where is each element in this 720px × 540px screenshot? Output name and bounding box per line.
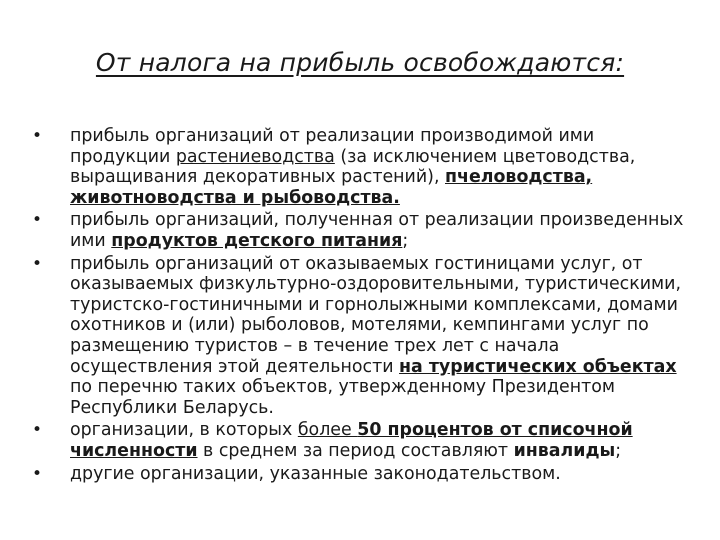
list-item [32, 210, 696, 251]
page-title: От налога на прибыль освобождаются: [95, 48, 625, 77]
item-text: по перечню таких объектов, утвержденному Президентом Республики Беларусь. [70, 377, 615, 418]
item-text: прибыль организаций от реализации производимой ими продукции [70, 126, 595, 167]
item-text: организации, в которых [70, 420, 298, 441]
bullet-icon: • [32, 210, 43, 231]
list-item [32, 254, 696, 419]
item-emphasis: 50 процентов от списочной численности [70, 420, 633, 461]
item-text: ; [615, 440, 622, 461]
item-text: ; [402, 230, 409, 251]
bullet-icon: • [32, 253, 43, 274]
bullet-list [32, 126, 696, 486]
item-emphasis: продуктов детского питания [111, 230, 403, 251]
item-emphasis: на туристических объектах [399, 356, 677, 377]
bullet-icon: • [32, 463, 43, 484]
item-text: прибыль организаций от оказываемых гостиницами услуг, от оказываемых физкультурно-оздоровительными, туристическими, туристско-гостиничными и горнолыжными комплексами, домами охотников и (или) рыболовов, мотелями, кемпингами услуг по размещению туристов – в течение трех лет с начала осуществления этой деятельности [70, 253, 681, 377]
item-emphasis: пчеловодства, животноводства и рыбоводства. [70, 167, 593, 208]
item-text: другие организации, указанные законодательством. [70, 463, 561, 484]
item-emphasis: более [297, 420, 358, 441]
list-item [32, 420, 696, 461]
item-text: прибыль организаций, полученная от реализации произведенных ими [70, 210, 684, 251]
item-text: в среднем за период составляют [197, 440, 514, 461]
item-text: (за исключением цветоводства, выращивания декоративных растений), [70, 146, 636, 188]
item-emphasis: инвалиды [513, 440, 616, 461]
bullet-icon: • [32, 126, 43, 146]
list-item [32, 126, 696, 208]
item-emphasis: растениеводства [175, 146, 335, 167]
bullet-icon: • [32, 420, 43, 441]
list-item [32, 464, 696, 485]
